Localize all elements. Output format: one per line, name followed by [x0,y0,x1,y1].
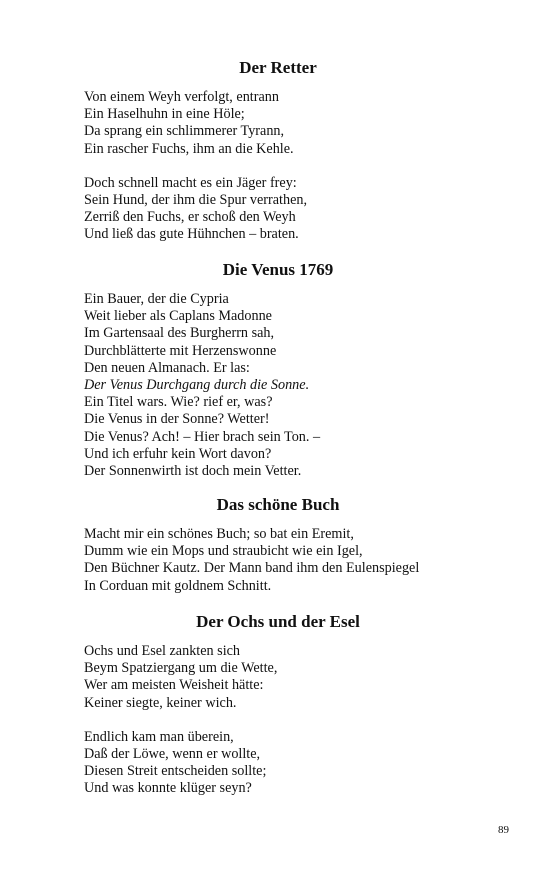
verse-line: Ein Bauer, der die Cypria [84,291,229,307]
verse-line: Zerriß den Fuchs, er schoß den Weyh [84,209,296,226]
verse-line: Ein rascher Fuchs, ihm an die Kehle. [84,140,294,157]
poem-das-schoene-buch [84,495,484,612]
verse-line: Die Venus? Ach! – Hier brach sein Ton. – [84,428,321,445]
poem-title: Die Venus 1769 [222,260,334,279]
verse-line: Im Gartensaal des Burgherrn sah, [84,325,275,342]
verse-line-italic: Der Venus Durchgang durch die Sonne. [84,377,310,394]
verse-line: Ein Titel wars. Wie? rief er, was? [84,394,273,411]
stanza [84,89,484,158]
poem-die-venus-1769 [84,260,484,497]
verse-line: Und ließ das gute Hühnchen – braten. [84,226,299,243]
verse-line: Von einem Weyh verfolgt, entrann [84,89,279,105]
verse-line: Endlich kam man überein, [84,728,234,745]
verse-line: Sein Hund, der ihm die Spur verrathen, [84,192,308,209]
verse-line: Der Sonnenwirth ist doch mein Vetter. [84,463,302,480]
verse-line: Da sprang ein schlimmerer Tyrann, [84,123,285,140]
page-number: 89 [498,824,509,836]
verse-line: Daß der Löwe, wenn er wollte, [84,746,261,763]
stanza [84,175,484,244]
verse-line: Und ich erfuhr kein Wort davon? [84,445,272,462]
poem-title: Der Ochs und der Esel [196,612,360,631]
verse-line: Ochs und Esel zankten sich [84,643,241,659]
verse-line: Keiner siegte, keiner wich. [84,694,237,711]
verse-line: Doch schnell macht es ein Jäger frey: [84,174,297,191]
verse-line: Den neuen Almanach. Er las: [84,359,250,376]
verse-line: In Corduan mit goldnem Schnitt. [84,577,272,594]
verse-line: Den Büchner Kautz. Der Mann band ihm den Eulenspiegel [84,560,420,577]
verse-line: Ein Haselhuhn in eine Höle; [84,106,245,123]
verse-line: Wer am meisten Weisheit hätte: [84,677,264,694]
stanza [84,291,484,480]
verse-line: Durchblätterte mit Herzenswonne [84,342,277,359]
stanza [84,729,484,798]
poem-title: Der Retter [239,58,317,77]
verse-line: Macht mir ein schönes Buch; so bat ein Eremit, [84,526,354,542]
poem-der-retter [84,58,484,261]
poem-der-ochs-und-der-esel [84,612,484,815]
verse-line: Beym Spatziergang um die Wette, [84,660,278,677]
verse-line: Weit lieber als Caplans Madonne [84,308,272,325]
verse-line: Diesen Streit entscheiden sollte; [84,763,267,780]
verse-line: Dumm wie ein Mops und straubicht wie ein Igel, [84,543,363,560]
verse-line: Die Venus in der Sonne? Wetter! [84,411,270,428]
stanza [84,526,484,595]
verse-line: Und was konnte klüger seyn? [84,780,252,797]
stanza [84,643,484,712]
poem-title: Das schöne Buch [216,495,340,514]
